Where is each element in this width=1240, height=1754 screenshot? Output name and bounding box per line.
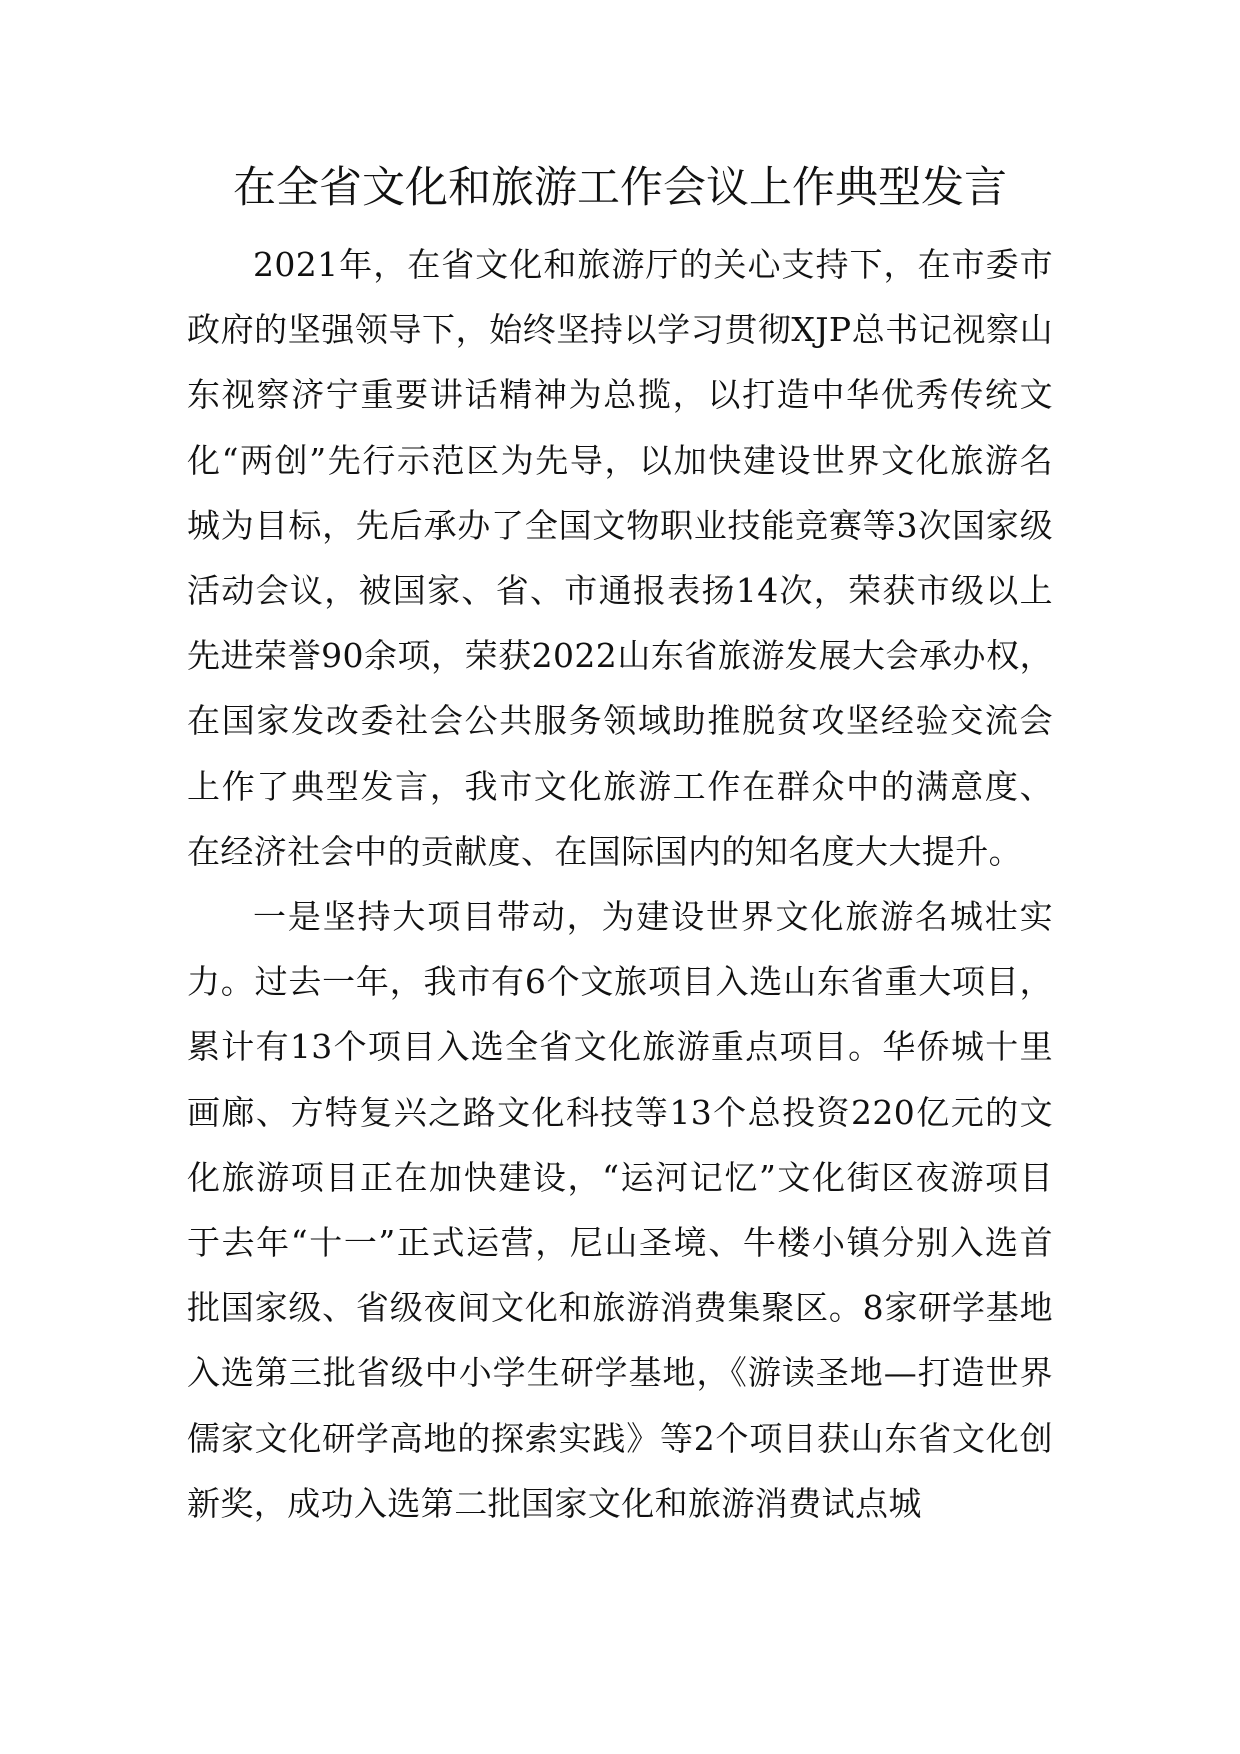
paragraph-intro: 2021年，在省文化和旅游厅的关心支持下，在市委市政府的坚强领导下，始终坚持以学习贯彻XJP总书记视察山东视察济宁重要讲话精神为总揽，以打造中华优秀传统文化“两创”先行示范区为先导，以加快建设世界文化旅游名城为目标，先后承办了全国文物职业技能竞赛等3次国家级活动会议，被国家、省、市通报表扬14次，荣获市级以上先进荣誉90余项，荣获2022山东省旅游发展大会承办权，在国家发改委社会公共服务领域助推脱贫攻坚经验交流会上作了典型发言，我市文化旅游工作在群众中的满意度、在经济社会中的贡献度、在国际国内的知名度大大提升。	[187, 245, 1053, 871]
document-title: 在全省文化和旅游工作会议上作典型发言	[233, 163, 1007, 213]
paragraph-project-driven: 一是坚持大项目带动，为建设世界文化旅游名城壮实力。过去一年，我市有6个文旅项目入选山东省重大项目，累计有13个项目入选全省文化旅游重点项目。华侨城十里画廊、方特复兴之路文化科技等13个总投资220亿元的文化旅游项目正在加快建设，“运河记忆”文化街区夜游项目于去年“十一”正式运营，尼山圣境、牛楼小镇分别入选首批国家级、省级夜间文化和旅游消费集聚区。8家研学基地入选第三批省级中小学生研学基地，《游读圣地—打造世界儒家文化研学高地的探索实践》等2个项目获山东省文化创新奖，成功入选第二批国家文化和旅游消费试点城	[187, 897, 1053, 1523]
document-body	[187, 232, 1053, 1536]
